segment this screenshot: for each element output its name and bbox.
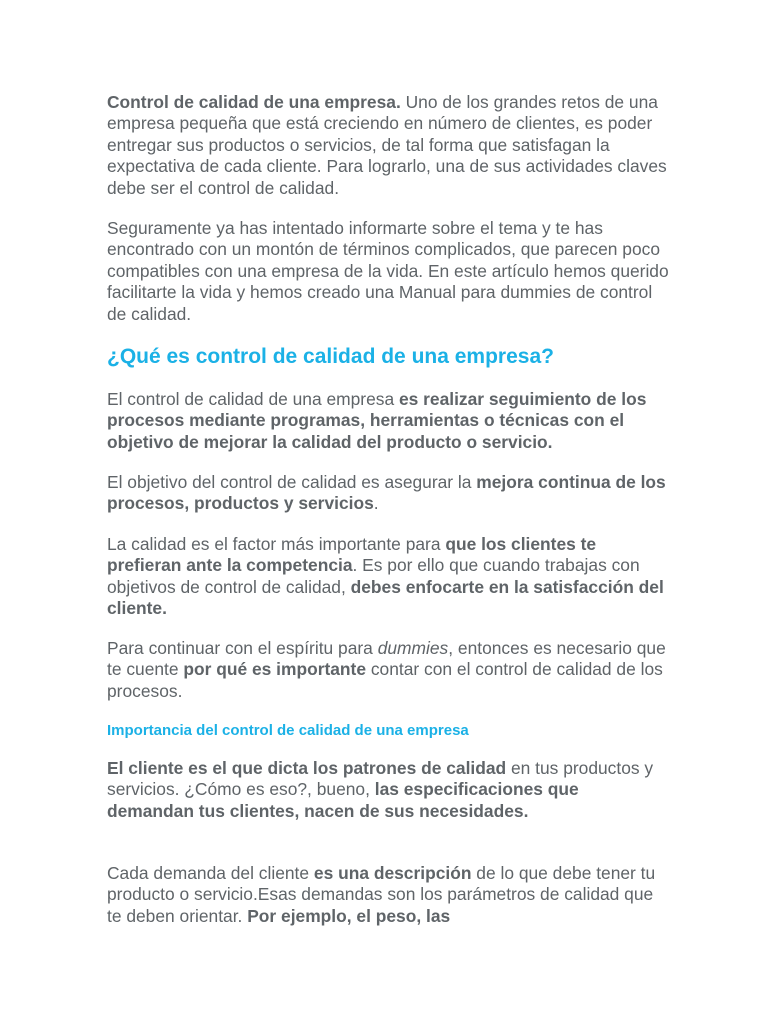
intro-paragraph [107,92,669,199]
demand-bold-2: Por ejemplo, el peso, las [247,905,451,926]
quality-factor-text-2: . Es por ello que cuando trabajas con objetivos de control de calidad, [107,555,640,597]
dummies-paragraph [107,638,669,702]
definition-text: El control de calidad de una empresa [107,389,399,409]
dummies-text-3: contar con el control de calidad de los procesos. [107,659,663,701]
intro-text: Uno de los grandes retos de una empresa pequeña que está creciendo en número de clientes, es poder entregar sus productos o servicios, de tal forma que satisfagan la expectativa de cada cliente. Para lograrlo, una de sus actividades claves debe ser el control de calidad. [107,92,667,198]
objective-text: El objetivo del control de calidad es asegurar la [107,472,477,492]
definition-bold: es realizar seguimiento de los procesos mediante programas, herramientas o técnicas con el objetivo de mejorar la calidad del producto o servicio. [107,389,647,452]
definition-paragraph [107,389,669,453]
client-patterns-paragraph [107,758,669,822]
client-patterns-bold-1: El cliente es el que dicta los patrones de calidad [107,758,507,778]
second-paragraph [107,218,669,325]
objective-paragraph [107,472,669,515]
demand-text-2: de lo que debe tener tu producto o servicio.Esas demandas son los parámetros de calidad que te deben orientar. [107,863,656,926]
demand-paragraph [107,863,669,927]
dummies-text-1: Para continuar con el espíritu para [107,638,378,658]
second-text: Seguramente ya has intentado informarte sobre el tema y te has encontrado con un montón de términos complicados, que parecen poco compatibles con una empresa de la vida. En este artículo hemos querido facilitarte la vida y hemos creado una Manual para dummies de control de calidad. [107,218,669,324]
objective-end: . [373,493,379,514]
client-patterns-bold-2: las especificaciones que demandan tus clientes, nacen de sus necesidades. [107,779,579,821]
dummies-text-2: , entonces es necesario que te cuente [107,638,666,680]
client-patterns-text: en tus productos y servicios. ¿Cómo es eso?, bueno, [107,758,654,800]
intro-bold-lead: Control de calidad de una empresa. [107,92,401,112]
quality-factor-bold-2: debes enfocarte en la satisfacción del cliente. [107,576,664,619]
quality-factor-text-1: La calidad es el factor más importante para [107,534,446,554]
demand-text-1: Cada demanda del cliente [107,863,314,883]
dummies-bold: por qué es importante [183,659,367,680]
quality-factor-paragraph [107,534,669,620]
demand-bold-1: es una descripción [313,863,472,883]
dummies-italic: dummies [377,638,449,658]
quality-factor-bold-1: que los clientes te prefieran ante la competencia [107,534,597,576]
objective-bold: mejora continua de los procesos, productos y servicios [107,472,666,514]
section-heading-what-is: ¿Qué es control de calidad de una empresa? [107,345,554,368]
section-heading-importance: Importancia del control de calidad de una empresa [107,722,469,739]
